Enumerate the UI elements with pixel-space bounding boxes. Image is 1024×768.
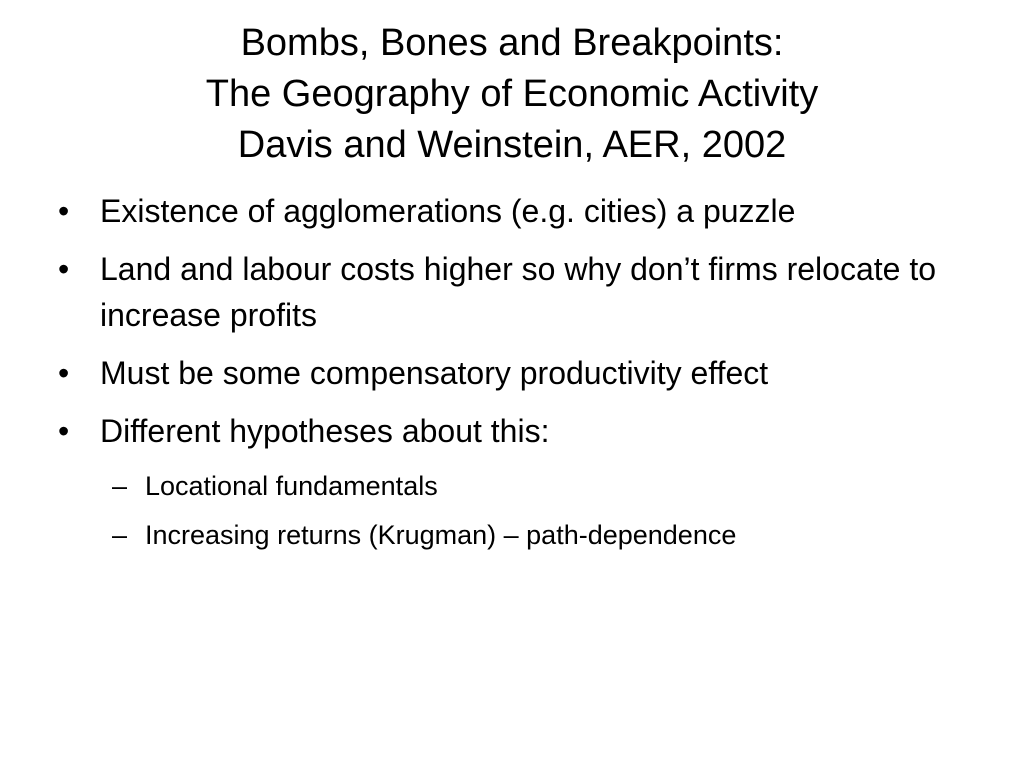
sub-bullet-marker: – <box>112 471 128 501</box>
bullet-marker: • <box>58 193 70 229</box>
bullet-marker: • <box>58 251 70 287</box>
bullet-text: Existence of agglomerations (e.g. cities) a puzzle <box>100 193 796 229</box>
bullet-text: Land and labour costs higher so why don’t firms relocate to increase profits <box>100 251 937 333</box>
sub-bullet-item <box>100 515 976 555</box>
title-line-3: Davis and Weinstein, AER, 2002 <box>237 124 787 166</box>
sub-bullet-marker: – <box>112 520 128 550</box>
slide-title <box>40 18 984 171</box>
bullet-marker: • <box>58 413 70 449</box>
sub-bullet-item <box>100 466 976 506</box>
sub-bullet-text: Locational fundamentals <box>145 471 438 501</box>
bullet-list <box>56 188 976 564</box>
bullet-item <box>56 246 976 338</box>
sub-bullet-text: Increasing returns (Krugman) – path-dependence <box>145 520 737 550</box>
title-line-2: The Geography of Economic Activity <box>205 73 819 115</box>
bullet-item <box>56 188 976 234</box>
bullet-text: Must be some compensatory productivity effect <box>100 355 769 391</box>
bullet-item <box>56 350 976 396</box>
bullet-text: Different hypotheses about this: <box>100 413 550 449</box>
bullet-item <box>56 408 976 454</box>
bullet-marker: • <box>58 355 70 391</box>
title-line-1: Bombs, Bones and Breakpoints: <box>240 22 784 64</box>
